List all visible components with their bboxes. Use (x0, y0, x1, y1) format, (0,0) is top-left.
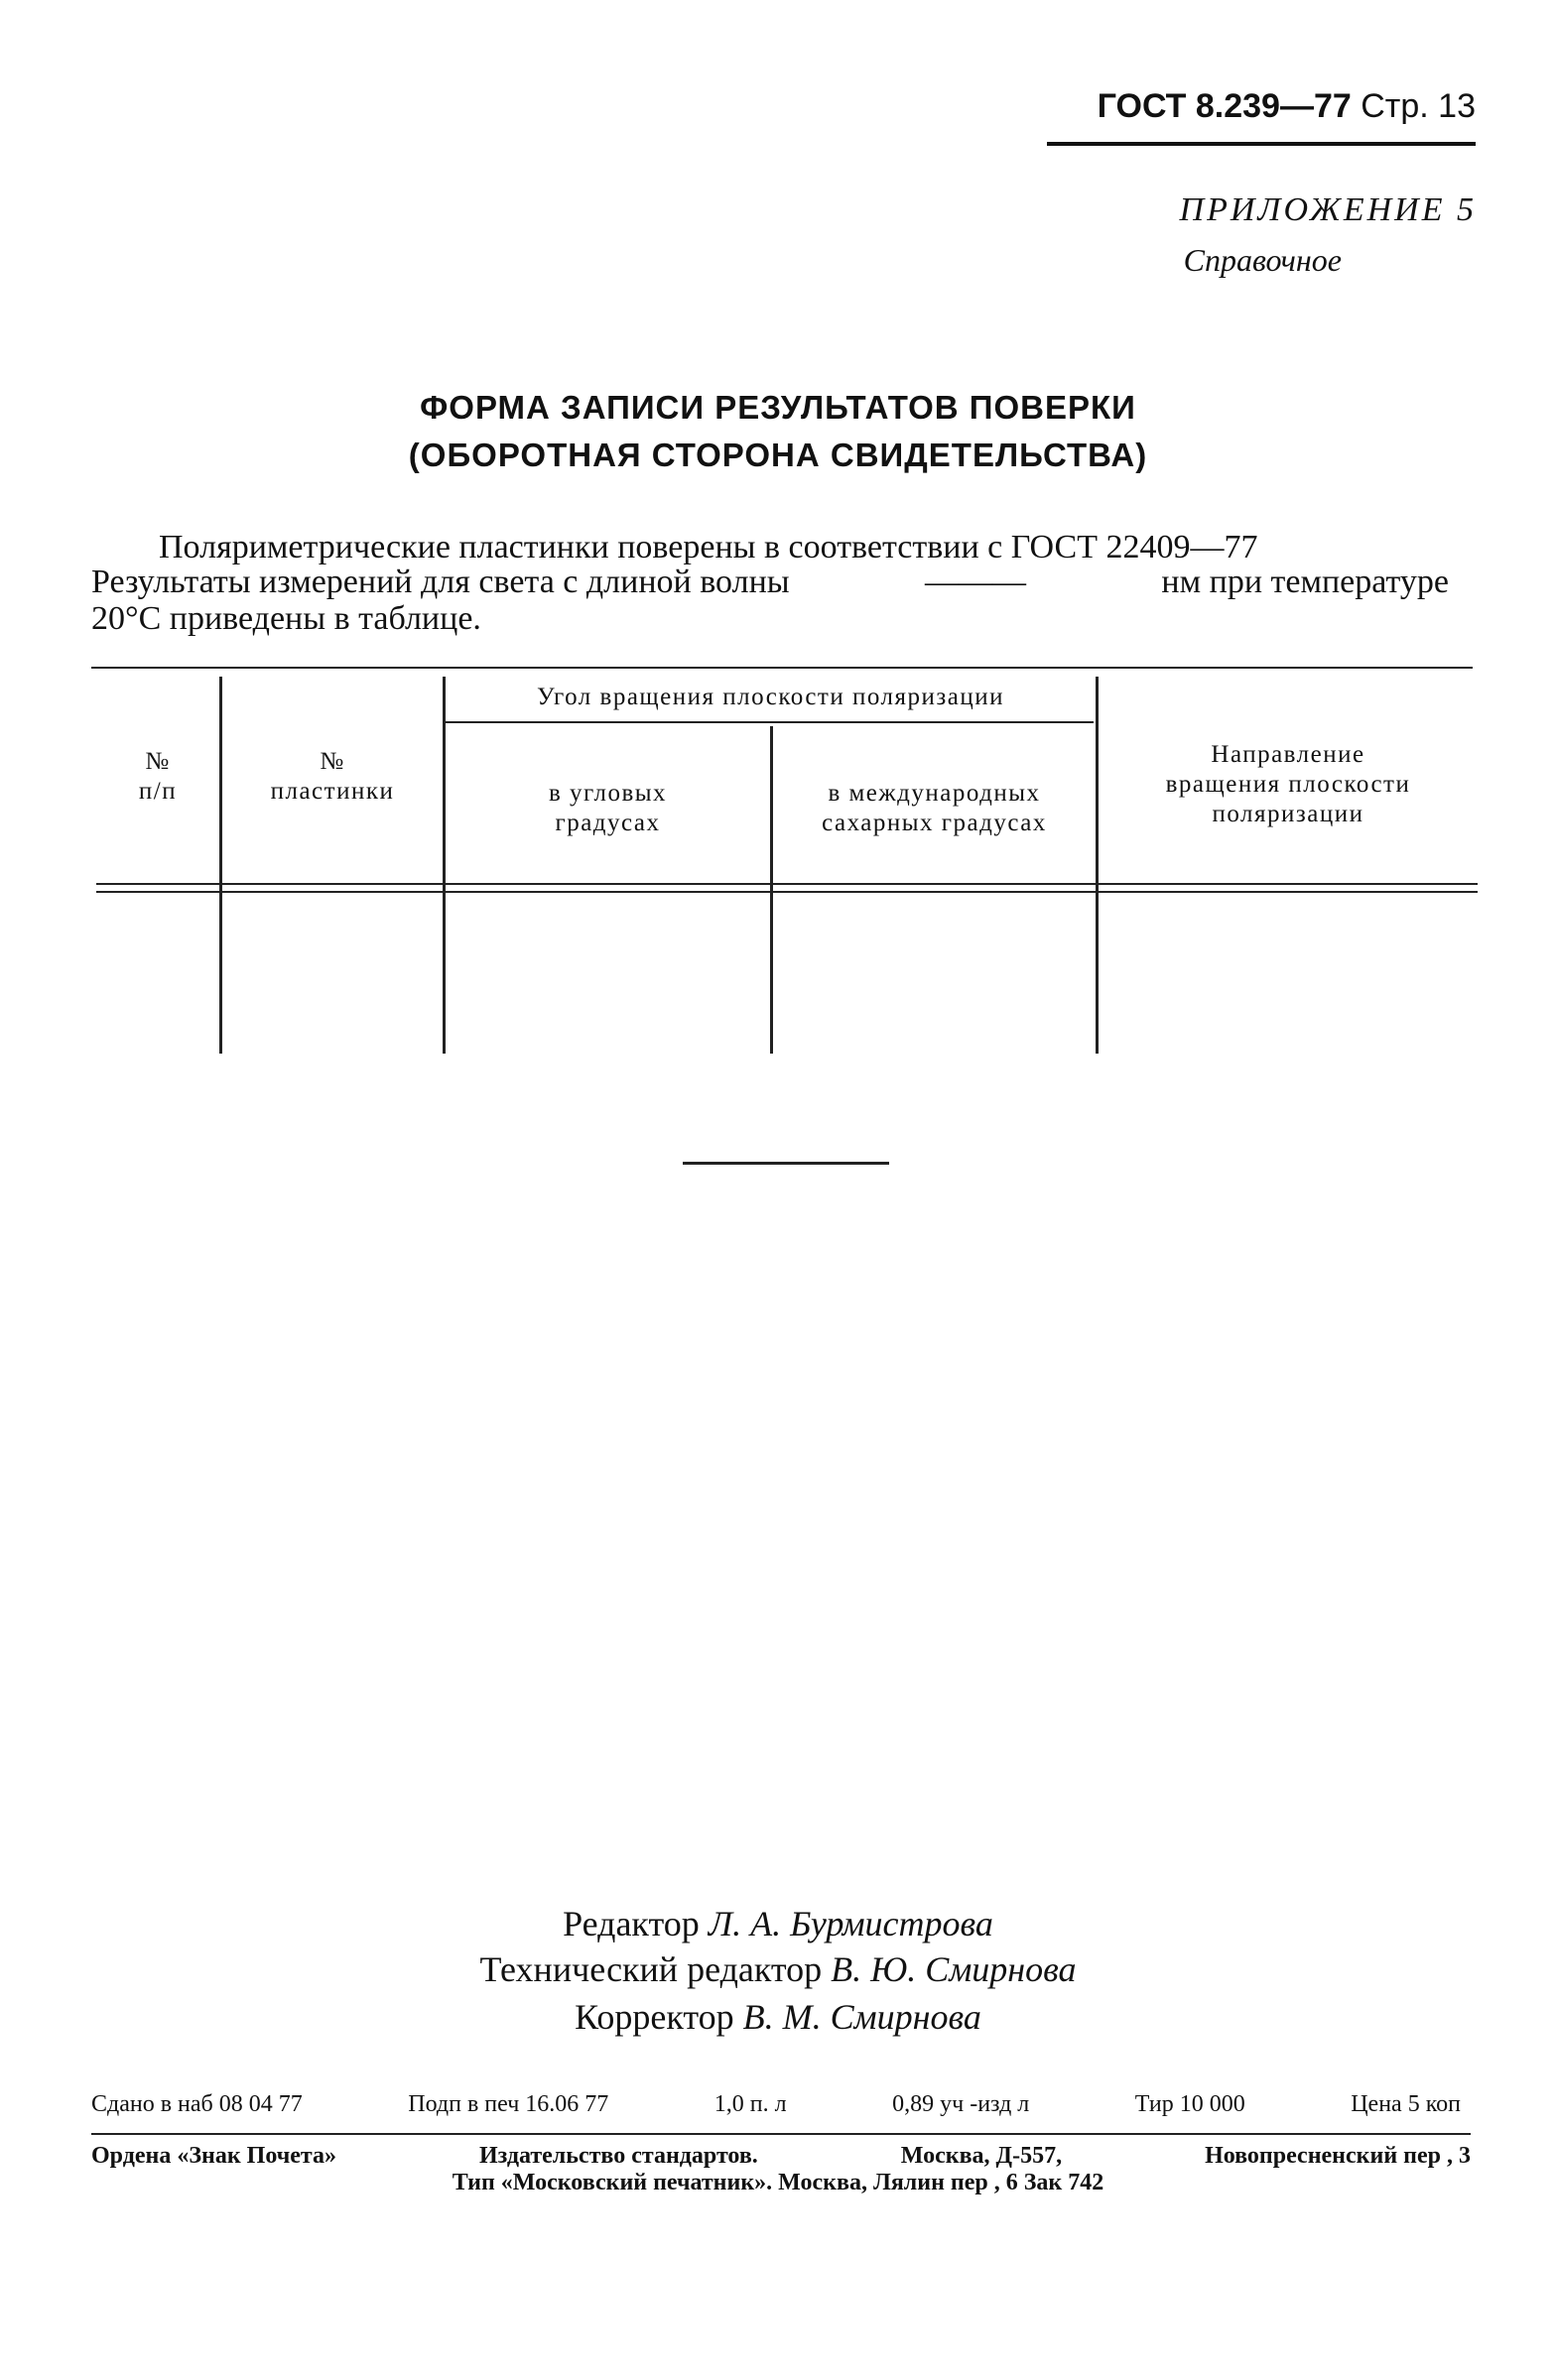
header-bottom-rule-2 (96, 891, 1478, 893)
credit-editor: Редактор Л. А. Бурмистрова (563, 1904, 993, 1943)
intro-line-2 (91, 564, 1449, 601)
table-col-divider-4 (1096, 677, 1099, 1054)
intro-line-2-end: нм при температуре (1161, 564, 1449, 600)
intro-line-1: Поляриметрические пластинки поверены в соответствии с ГОСТ 22409—77 (159, 529, 1258, 565)
page-header (1047, 87, 1476, 145)
col-header-number: № п/п (138, 748, 178, 805)
credit-corrector: Корректор В. М. Смирнова (575, 1997, 981, 2037)
header-rule (1047, 142, 1476, 146)
header-bottom-rule-1 (96, 883, 1478, 885)
table-col-divider-3 (770, 726, 773, 1054)
group-header-rule (443, 721, 1094, 723)
document-subtitle: (ОБОРОТНАЯ СТОРОНА СВИДЕТЕЛЬСТВА) (408, 437, 1148, 473)
table-col-divider-1 (219, 677, 222, 1054)
table-top-rule (91, 667, 1473, 669)
col-header-angular-degrees: в угловых градусах (548, 780, 668, 836)
intro-line-3: 20°С приведены в таблице. (91, 600, 481, 637)
document-title: ФОРМА ЗАПИСИ РЕЗУЛЬТАТОВ ПОВЕРКИ (420, 389, 1136, 426)
table-col-divider-2 (443, 677, 446, 1054)
col-header-group-rotation-angle: Угол вращения плоскости поляризации (536, 684, 1005, 710)
imprint-rule (91, 2133, 1471, 2135)
wavelength-blank: ——— (925, 564, 1027, 600)
col-header-sugar-degrees: в международных сахарных градусах (822, 780, 1047, 836)
imprint-publisher: Ордена «Знак Почета» Издательство стандартов. Москва, Д-557, Новопресненский пер , 3 (91, 2143, 1471, 2169)
page-number: Стр. 13 (1361, 87, 1476, 125)
standard-number: ГОСТ 8.239—77 (1097, 87, 1352, 125)
appendix-type: Справочное (1183, 242, 1342, 278)
col-header-plate: № пластинки (270, 748, 395, 805)
credit-technical-editor: Технический редактор В. Ю. Смирнова (479, 1949, 1077, 1989)
imprint-printer: Тип «Московский печатник». Москва, Лялин пер , 6 Зак 742 (452, 2170, 1104, 2195)
imprint-print-data: Сдано в наб 08 04 77 Подп в печ 16.06 77 1,0 п. л 0,89 уч -изд л Тир 10 000 Цена 5 коп (91, 2091, 1461, 2117)
section-end-rule (683, 1162, 889, 1165)
intro-line-2-start: Результаты измерений для света с длиной волны (91, 564, 790, 600)
col-header-rotation-direction: Направление вращения плоскости поляризации (1165, 741, 1411, 827)
appendix-label: ПРИЛОЖЕНИЕ 5 (1179, 191, 1477, 228)
